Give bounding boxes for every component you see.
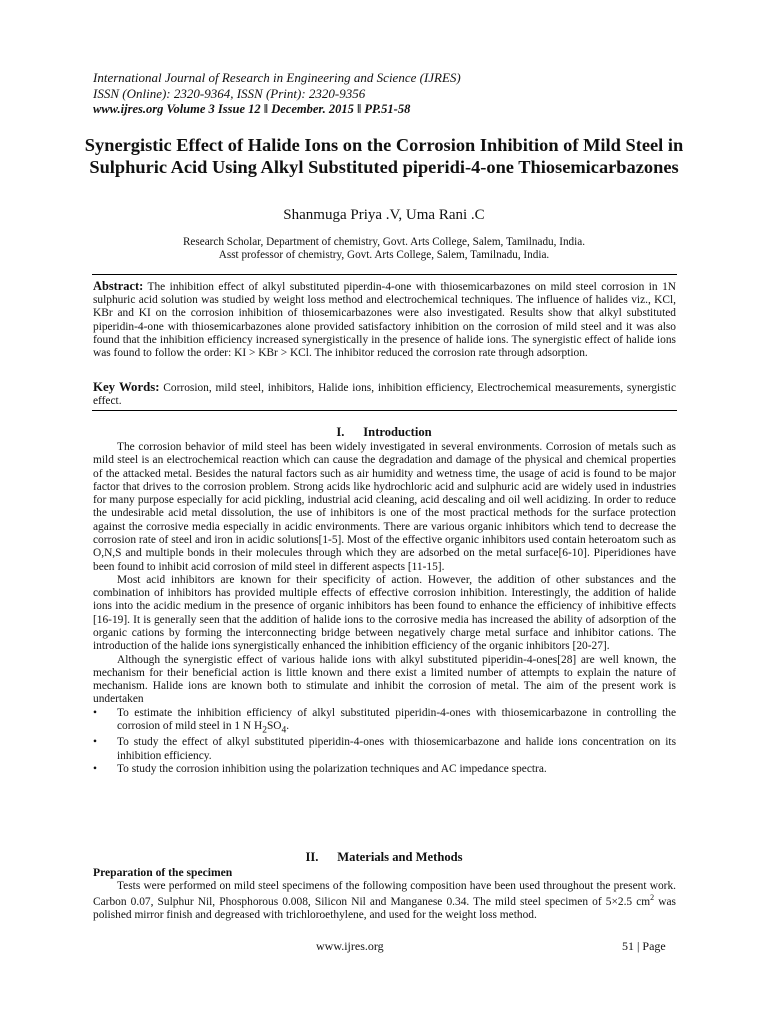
affiliation-2: Asst professor of chemistry, Govt. Arts College, Salem, Tamilnadu, India. [218, 249, 550, 262]
abstract-label: Abstract: [93, 279, 144, 293]
bullet-icon: • [93, 762, 97, 775]
subsection-heading-specimen: Preparation of the specimen [93, 866, 233, 879]
keywords-label: Key Words: [93, 380, 160, 394]
affiliation-1: Research Scholar, Department of chemistry, Govt. Arts College, Salem, Tamilnadu, India. [182, 236, 586, 248]
list-item: • To study the effect of alkyl substituted piperidin-4-ones with thiosemicarbazone and halide ions concentration on its inhibition efficiency. [93, 736, 676, 762]
list-item: • To study the corrosion inhibition using the polarization techniques and AC impedance spectra. [93, 762, 547, 775]
methods-paragraph-1: Tests were performed on mild steel specimens of the following composition have been used throughout the present work. Carbon 0.07, Sulphur Nil, Phosphorous 0.008, Silicon Nil and Manganese 0.34. The mild steel specimen of 5×2.5 $cm^2$ was polished mirror finish and degreased with trichloroethylene, and used for the weight loss method. [93, 879, 676, 921]
list-item: • To estimate the inhibition efficiency of alkyl substituted piperidin-4-ones with thiosemicarbazone in controlling the corrosion of mild steel in 1 N $H_2SO_4$. [93, 706, 676, 736]
journal-name: International Journal of Research in Engineering and Science (IJRES) [93, 70, 461, 85]
bullet-icon: • [93, 736, 97, 749]
bullet-icon: • [93, 706, 97, 719]
abstract [93, 279, 676, 360]
keywords-text: Corrosion, mild steel, inhibitors, Halide ions, inhibition efficiency, Electrochemical measurements, synergistic effect. [93, 382, 676, 408]
abstract-top-rule [92, 274, 677, 275]
paper-title: Synergistic Effect of Halide Ions on the Corrosion Inhibition of Mild Steel in Sulphuric Acid Using Alkyl Substituted piperidi-4-one Thiosemicarbazones [84, 135, 684, 177]
page-number: 51 | Page [622, 939, 666, 953]
abstract-bottom-rule [92, 410, 677, 411]
aims-list [93, 707, 676, 776]
keywords [93, 380, 676, 408]
affiliations [80, 236, 688, 263]
section-heading-introduction: I. Introduction [336, 425, 432, 439]
journal-volume: www.ijres.org Volume 3 Issue 12 ǁ December. 2015 ǁ PP.51-58 [93, 102, 411, 117]
journal-issn: ISSN (Online): 2320-9364, ISSN (Print): 2320-9356 [93, 86, 366, 102]
section-heading-materials-methods: II. Materials and Methods [305, 850, 463, 864]
introduction-body [93, 441, 676, 776]
journal-header [93, 70, 693, 118]
footer-url: www.ijres.org [316, 939, 384, 953]
authors: Shanmuga Priya .V, Uma Rani .C [283, 207, 485, 223]
intro-paragraph-3: Although the synergistic effect of various halide ions with alkyl substituted piperidin-4-ones[28] are well known, the mechanism for their beneficial action is little known and there exist a limited number of attempts to explain the nature of mechanism. Halide ions are known both to stimulate and inhibit the corrosion of metal. The aim of the present work is undertaken [93, 653, 676, 706]
intro-paragraph-2: Most acid inhibitors are known for their specificity of action. However, the addition of other substances and the combination of inhibitors has provided multiple effects of effective corrosion inhibition. Interestingly, the addition of halide ions into the acidic medium in the presence of organic inhibitors has been found to enhance the efficiency of inhibitive effects [16-19]. It is generally seen that the addition of halide ions to the corrosive media has increased the ability of adsorption of the organic cations by forming the interconnecting bridge between negatively charge metal surface and inhibitor cations. The introduction of the halide ions synergistically enhanced the inhibition efficiency of the organic inhibitors [20-27]. [93, 573, 676, 653]
methods-body [93, 866, 676, 922]
abstract-text: The inhibition effect of alkyl substituted piperdin-4-one with thiosemicarbazones on mild steel corrosion in 1N sulphuric acid solution was studied by weight loss method and electrochemical techniques. The influence of halides viz., KCl, KBr and KI on the corrosion inhibition of thiosemicarbazones were also investigated. Results show that alkyl substituted piperidin-4-one with thiosemicarbazones alone provided satisfactory inhibition on the corrosion of mild steel and it was also found that the inhibition efficiency increased synergistically in the presence of halide ions. The synergistic effect of halide ions was found to follow the order: KI > KBr > KCl. The inhibitor reduced the corrosion rate through adsorption. [93, 281, 676, 360]
intro-paragraph-1: The corrosion behavior of mild steel has been widely investigated in several environments. Corrosion of metals such as mild steel is an electrochemical reaction which can cause the degradation and damage of the physical and chemical properties of the attacked metal. Besides the natural factors such as air humidity and wetness time, the usage of acid is found to be major factor that drives to the corrosion problem. Strong acids like hydrochloric acid and sulphuric acid are widely used in industries for many purpose especially for acid pickling, industrial acid cleaning, acid descaling and oil well acidizing. In order to reduce the undesirable acid metal dissolution, the use of inhibitors is one of the most practical methods for the surface protection against the corrosive media especially in acidic environments. There are various organic inhibitors which tend to decrease the corrosion rate of steel and iron in acidic solutions[1-5]. Most of the effective organic inhibitors used contain heteroatom such as O,N,S and multiple bonds in their molecules through which they are adsorbed on the metal surface[6-10]. Piperidiones have been found to inhibit acid corrosion of mild steel in different aspects [11-15]. [93, 441, 676, 573]
